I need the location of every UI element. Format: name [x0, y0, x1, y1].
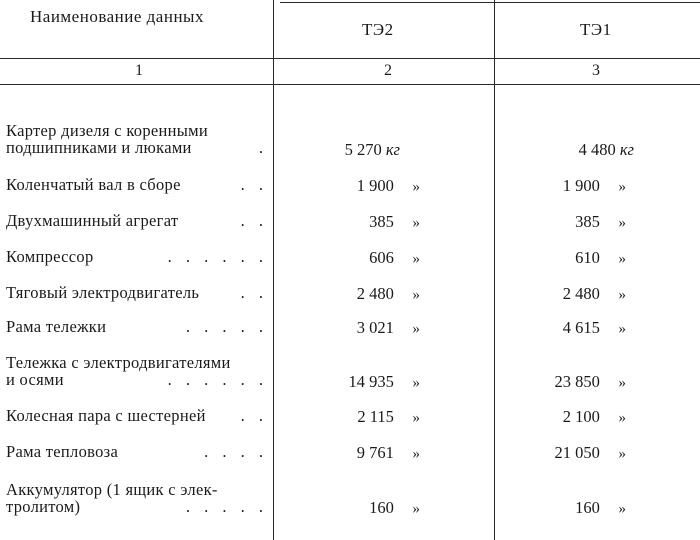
label-line: подшипниками и люками: [6, 138, 192, 157]
ditto-mark: »: [412, 375, 420, 391]
column-number-1: 1: [135, 62, 143, 79]
leader-dots: .: [258, 138, 268, 157]
te2-value: 606: [369, 248, 394, 267]
te1-unit: кг: [619, 140, 634, 159]
te1-cell: [575, 498, 626, 518]
ditto-mark: »: [618, 321, 626, 337]
label-line: Рама тепловоза: [6, 442, 119, 461]
table-row-label: [6, 212, 268, 229]
te2-value: 2 480: [356, 284, 394, 303]
ditto-mark: »: [618, 215, 626, 231]
label-line: и осями: [6, 370, 64, 389]
label-line: Тележка с электродвигателями: [6, 353, 231, 372]
label-line: Тяговый электродвигатель: [6, 283, 200, 302]
te2-value: 14 935: [348, 372, 394, 391]
label-line: Аккумулятор (1 ящик с элек-: [6, 480, 218, 499]
te2-value: 2 115: [357, 407, 394, 426]
leader-dots: . . . . .: [185, 497, 268, 516]
te2-cell: [357, 176, 420, 196]
table-row-label: [6, 284, 268, 301]
ditto-mark: »: [412, 287, 420, 303]
te1-cell: [555, 443, 627, 463]
te2-cell: [357, 284, 420, 304]
table-row-label: [6, 354, 268, 388]
te1-value: 385: [575, 212, 600, 231]
te1-value: 1 900: [562, 176, 600, 195]
table-row-label: [6, 407, 268, 424]
te2-cell: [357, 318, 420, 338]
te2-value: 385: [369, 212, 394, 231]
table-row-label: [6, 248, 268, 265]
leader-dots: . .: [240, 283, 268, 302]
label-line: Колесная пара с шестерней: [6, 406, 206, 425]
column-divider-1: [273, 0, 274, 540]
leader-dots: . .: [240, 175, 268, 194]
label-line: Компрессор: [6, 247, 94, 266]
te2-cell: [357, 443, 420, 463]
ditto-mark: »: [618, 501, 626, 517]
te1-value: 21 050: [554, 443, 600, 462]
column-divider-2: [494, 0, 495, 540]
te1-cell: [563, 407, 626, 427]
header-te1-column: ТЭ1: [580, 20, 612, 39]
ditto-mark: »: [618, 251, 626, 267]
label-line: Двухмашинный агрегат: [6, 211, 179, 230]
ditto-mark: »: [412, 410, 420, 426]
column-number-rule: [0, 84, 700, 85]
te2-value: 9 761: [356, 443, 394, 462]
header-rule: [0, 58, 700, 59]
column-number-3: 3: [592, 62, 600, 79]
te2-value: 5 270: [344, 140, 382, 159]
ditto-mark: »: [618, 287, 626, 303]
column-number-2: 2: [384, 62, 392, 79]
te1-cell: [563, 318, 626, 338]
ditto-mark: »: [618, 410, 626, 426]
label-line: тролитом): [6, 497, 81, 516]
leader-dots: . . . . .: [185, 317, 268, 336]
leader-dots: . . . .: [204, 442, 268, 461]
table-row-label: [6, 122, 268, 156]
te1-value: 610: [575, 248, 600, 267]
table-row-label: [6, 443, 268, 460]
te1-cell: [555, 372, 627, 392]
te2-cell: [345, 140, 400, 160]
label-line: Коленчатый вал в сборе: [6, 175, 181, 194]
ditto-mark: »: [412, 321, 420, 337]
te1-value: 23 850: [554, 372, 600, 391]
table-row-label: [6, 318, 268, 335]
ditto-mark: »: [618, 179, 626, 195]
ditto-mark: »: [412, 215, 420, 231]
te2-cell: [369, 248, 420, 268]
ditto-mark: »: [618, 446, 626, 462]
te2-cell: [357, 407, 420, 427]
label-line: Рама тележки: [6, 317, 107, 336]
te2-value: 160: [369, 498, 394, 517]
leader-dots: . .: [240, 211, 268, 230]
te2-cell: [349, 372, 421, 392]
label-line: Картер дизеля с коренными: [6, 121, 209, 140]
table-row-label: [6, 481, 268, 515]
ditto-mark: »: [412, 446, 420, 462]
te1-cell: [563, 284, 626, 304]
te2-cell: [369, 498, 420, 518]
ditto-mark: »: [412, 179, 420, 195]
ditto-mark: »: [412, 251, 420, 267]
te2-value: 3 021: [356, 318, 394, 337]
te2-value: 1 900: [356, 176, 394, 195]
ditto-mark: »: [412, 501, 420, 517]
te1-value: 4 615: [562, 318, 600, 337]
te1-cell: [575, 248, 626, 268]
te1-cell: [579, 140, 634, 160]
leader-dots: . . . . . .: [167, 247, 268, 266]
te1-cell: [563, 176, 626, 196]
te1-cell: [575, 212, 626, 232]
te1-value: 160: [575, 498, 600, 517]
top-rule: [280, 2, 700, 3]
ditto-mark: »: [618, 375, 626, 391]
header-te2-column: ТЭ2: [362, 20, 394, 39]
table-row-label: [6, 176, 268, 193]
te1-value: 4 480: [578, 140, 616, 159]
te1-value: 2 480: [562, 284, 600, 303]
header-name-column: Наименование данных: [30, 7, 204, 26]
te2-cell: [369, 212, 420, 232]
leader-dots: . . . . . .: [167, 370, 268, 389]
leader-dots: . .: [240, 406, 268, 425]
te2-unit: кг: [385, 140, 400, 159]
te1-value: 2 100: [562, 407, 600, 426]
